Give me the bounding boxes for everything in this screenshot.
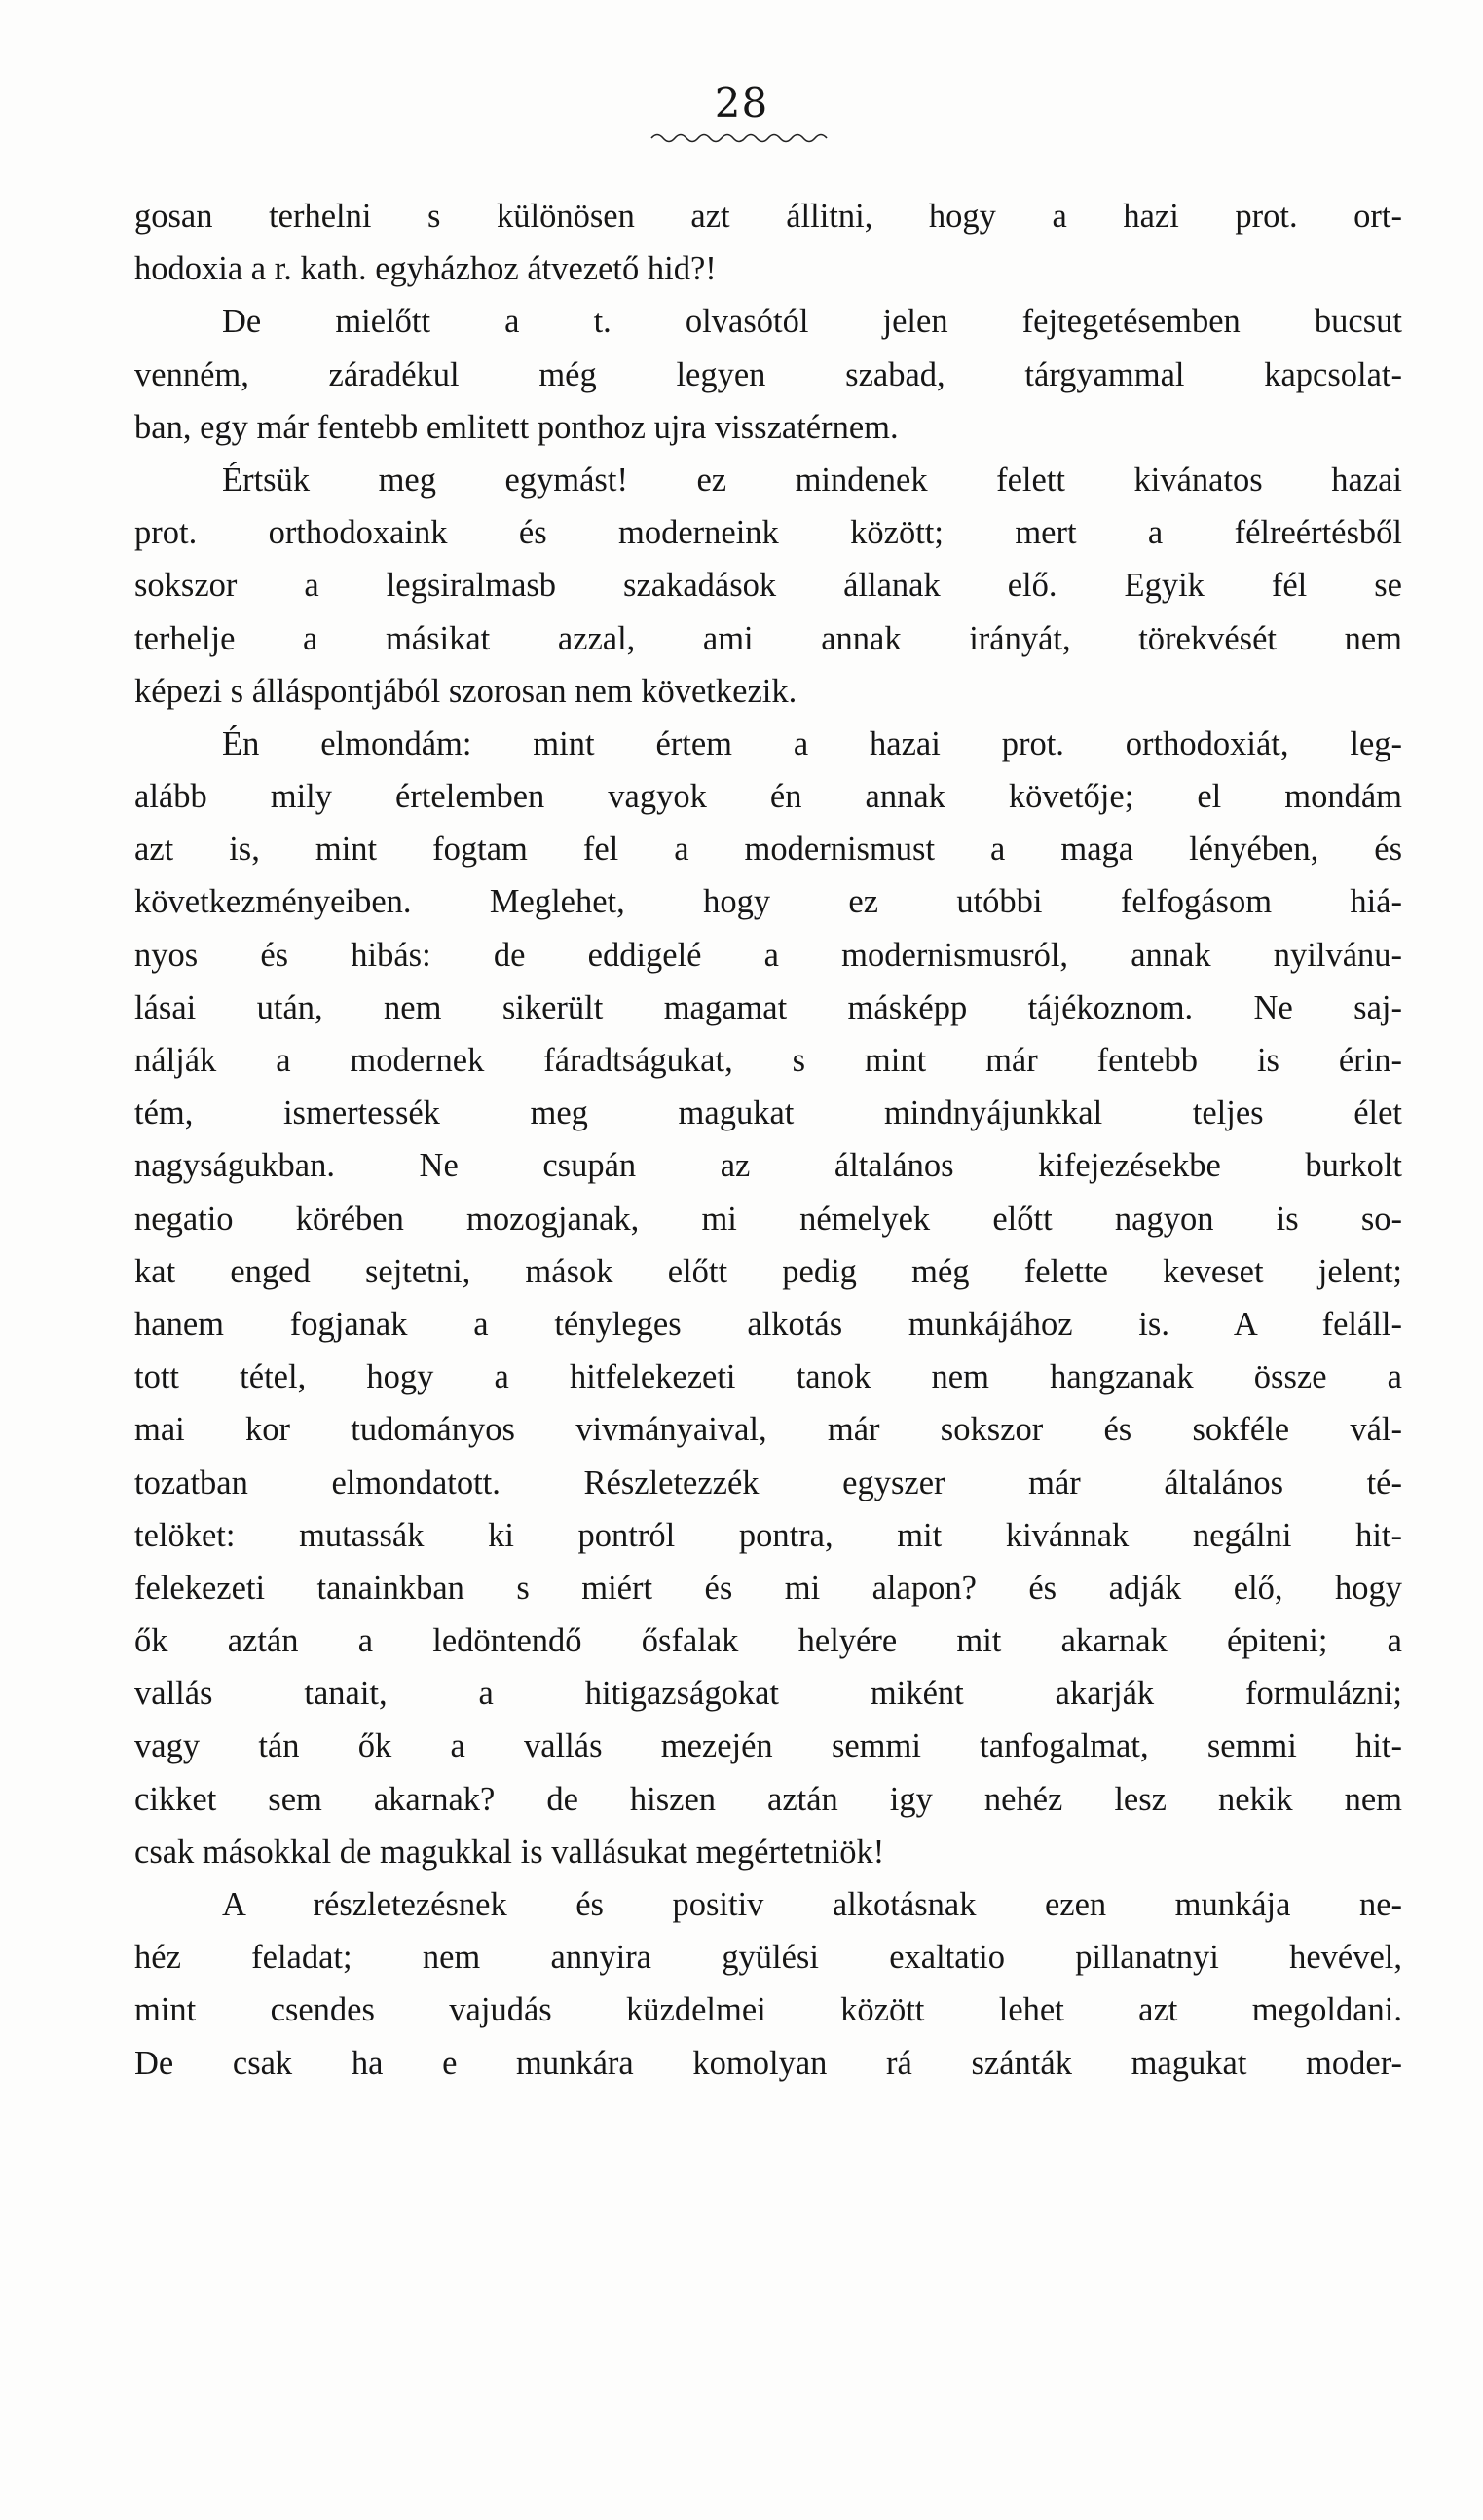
text-line: De mielőtt a t. olvasótól jelen fejtegetésemben bucsut [222, 303, 1402, 341]
text-line: hanem fogjanak a tényleges alkotás munkájához is. A feláll- [134, 1305, 1402, 1343]
body-text [134, 190, 1402, 2090]
text-line: nagyságukban. Ne csupán az általános kifejezésekbe burkolt [134, 1147, 1402, 1185]
text-line: cikket sem akarnak? de hiszen aztán igy nehéz lesz nekik nem [134, 1780, 1402, 1818]
page-header [0, 79, 1483, 147]
page-number: 28 [714, 79, 769, 127]
text-line: mai kor tudományos vivmányaival, már sokszor és sokféle vál- [134, 1411, 1402, 1449]
text-line: A részletezésnek és positiv alkotásnak ezen munkája ne- [222, 1886, 1402, 1923]
text-line: tott tétel, hogy a hitfelekezeti tanok nem hangzanak össze a [134, 1358, 1402, 1396]
text-line: De csak ha e munkára komolyan rá szánták magukat moder- [134, 2044, 1402, 2082]
text-line: héz feladat; nem annyira gyülési exaltatio pillanatnyi hevével, [134, 1939, 1402, 1977]
text-line: nyos és hibás: de eddigelé a modernismusról, annak nyilvánu- [134, 936, 1402, 974]
text-line: tém, ismertessék meg magukat mindnyájunkkal teljes élet [134, 1094, 1402, 1132]
text-line: venném, záradékul még legyen szabad, tárgyammal kapcsolat- [134, 355, 1402, 393]
text-line: nálják a modernek fáradtságukat, s mint már fentebb is érin- [134, 1042, 1402, 1079]
text-line: azt is, mint fogtam fel a modernismust a maga lényében, és [134, 831, 1402, 869]
text-line: képezi s álláspontjából szorosan nem következik. [134, 672, 797, 710]
text-line: ban, egy már fentebb emlitett ponthoz ujra visszatérnem. [134, 408, 899, 446]
text-line: negatio körében mozogjanak, mi némelyek előtt nagyon is so- [134, 1200, 1402, 1238]
text-line: prot. orthodoxaink és moderneink között; mert a félreértésből [134, 514, 1402, 552]
text-line: vallás tanait, a hitigazságokat miként akarják formulázni; [134, 1675, 1402, 1713]
text-line: Én elmondám: mint értem a hazai prot. orthodoxiát, leg- [222, 724, 1402, 762]
text-line: mint csendes vajudás küzdelmei között lehet azt megoldani. [134, 1991, 1402, 2029]
text-line: csak másokkal de magukkal is vallásukat megértetniök! [134, 1833, 885, 1871]
text-line: ők aztán a ledöntendő ősfalak helyére mit akarnak épiteni; a [134, 1622, 1402, 1660]
text-line: hodoxia a r. kath. egyházhoz átvezető hid?! [134, 250, 717, 288]
text-line: következményeiben. Meglehet, hogy ez utóbbi felfogásom hiá- [134, 883, 1402, 921]
text-line: vagy tán ők a vallás mezején semmi tanfogalmat, semmi hit- [134, 1727, 1402, 1765]
text-line: felekezeti tanainkban s miért és mi alapon? és adják elő, hogy [134, 1569, 1402, 1607]
text-line: alább mily értelemben vagyok én annak követője; el mondám [134, 778, 1402, 816]
text-line: sokszor a legsiralmasb szakadások állanak elő. Egyik fél se [134, 567, 1402, 605]
text-line: lásai után, nem sikerült magamat másképp tájékoznom. Ne saj- [134, 988, 1402, 1026]
text-line: gosan terhelni s különösen azt állitni, hogy a hazi prot. ort- [134, 198, 1402, 235]
text-line: telöket: mutassák ki pontról pontra, mit kivánnak negálni hit- [134, 1516, 1402, 1554]
text-line: terhelje a másikat azzal, ami annak irányát, törekvését nem [134, 619, 1402, 657]
text-line: kat enged sejtetni, mások előtt pedig még felette keveset jelent; [134, 1252, 1402, 1290]
text-line: tozatban elmondatott. Részletezzék egyszer már általános té- [134, 1464, 1402, 1501]
wavy-rule-ornament-icon [649, 130, 834, 147]
text-line: Értsük meg egymást! ez mindenek felett kivánatos hazai [222, 461, 1402, 499]
